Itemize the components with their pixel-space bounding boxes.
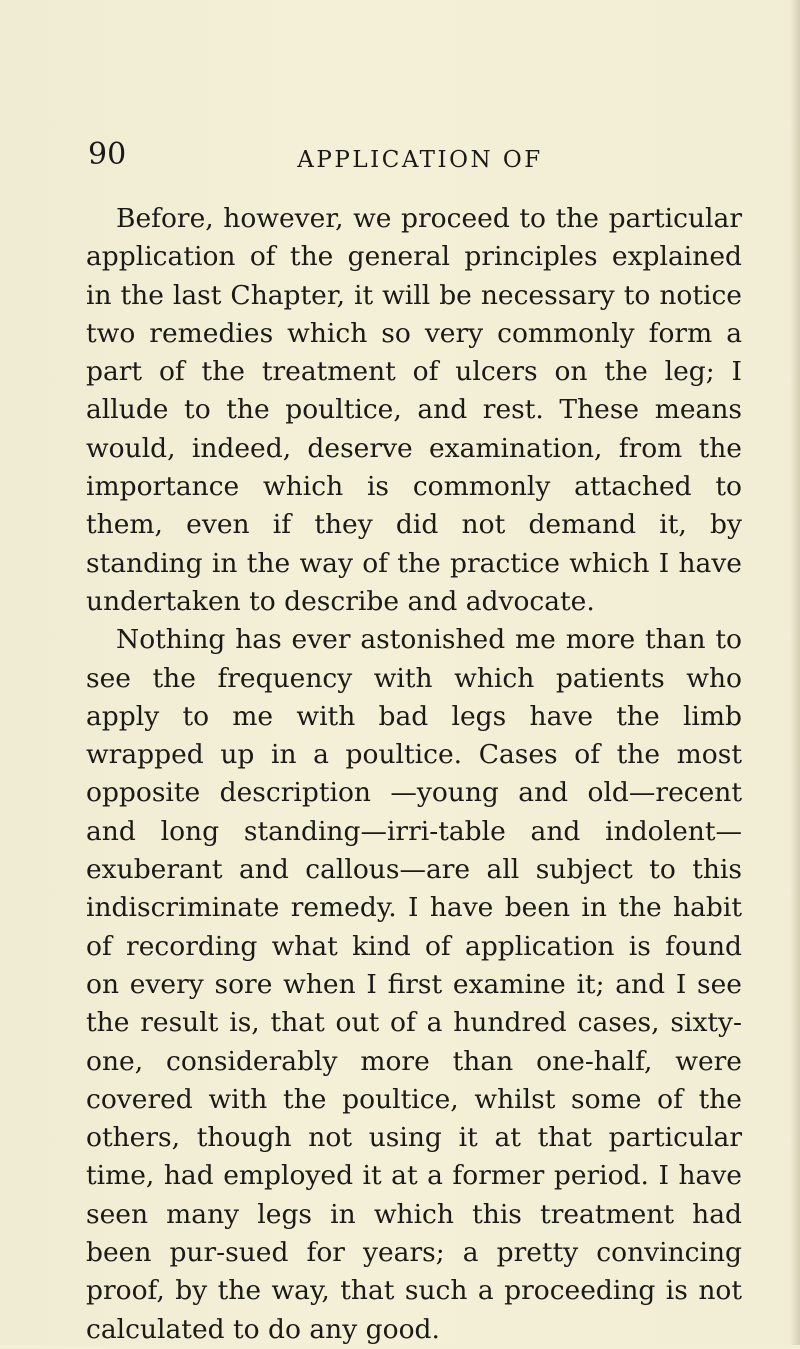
body-text: [86, 200, 742, 1349]
paragraph: Nothing has ever astonished me more than to see the frequency with which patients who apply to me with bad legs have the limb wrapped up in a poultice. Cases of the most opposite description —young and old—recent and long standing—irri-table and indolent—exuberant and callous—are all subject to this indiscriminate remedy. I have been in the habit of recording what kind of application is found on every sore when I first examine it; and I see the result is, that out of a hundred cases, sixty-one, considerably more than one-half, were covered with the poultice, whilst some of the others, though not using it at that particular time, had employed it at a former period. I have seen many legs in which this treatment had been pur-sued for years; a pretty convincing proof, by the way, that such a proceeding is not calculated to do any good.: [86, 624, 742, 1345]
page-edge-shadow: [790, 0, 800, 1345]
paragraph: Before, however, we proceed to the particular application of the general principles explained in the last Chapter, it will be necessary to notice two remedies which so very commonly form a part of the treatment of ulcers on the leg; I allude to the poultice, and rest. These means would, indeed, deserve examination, from the importance which is commonly attached to them, even if they did not demand it, by standing in the way of the practice which I have undertaken to describe and advocate.: [86, 203, 742, 617]
running-head: APPLICATION OF: [297, 147, 543, 173]
page-number: 90: [88, 137, 127, 172]
